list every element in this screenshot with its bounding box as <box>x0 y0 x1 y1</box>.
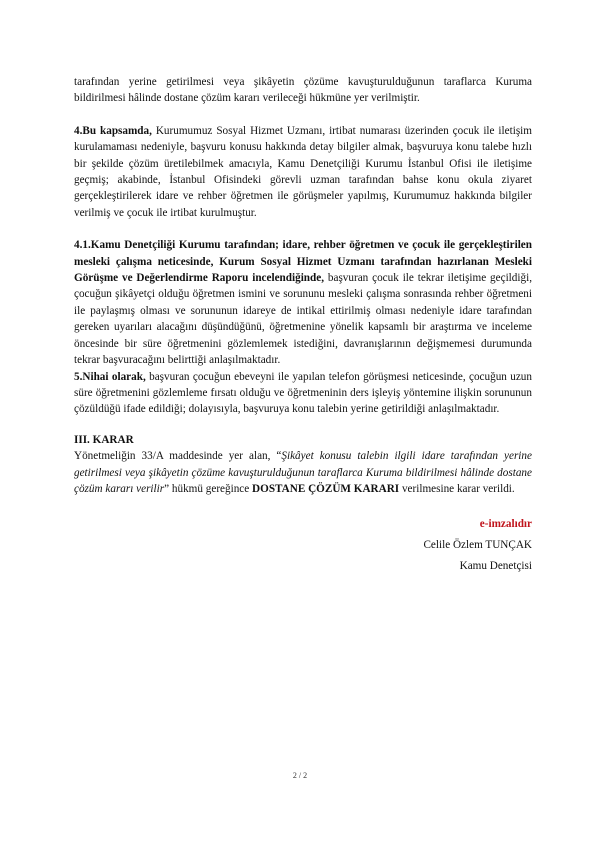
decision-intro: Yönetmeliğin 33/A maddesinde yer alan, “ <box>74 450 282 463</box>
page-number: 2 / 2 <box>292 771 308 780</box>
paragraph-4-lead: 4.Bu kapsamda, <box>74 124 152 137</box>
signer-name: Celile Özlem TUNÇAK <box>423 539 532 552</box>
signature-block <box>74 514 532 577</box>
decision-closing: verilmesine karar verildi. <box>399 482 515 495</box>
paragraph-4 <box>74 123 532 221</box>
paragraph-4-1-text: başvuran çocuk ile tekrar iletişime geçildiği, çocuğun şikâyetçi olduğu öğretmen ismini ve sorununu mesleki çalışma sonrasında rehber öğretmeni ile paylaşmış olması ve sorununun idareye de intikal ettirilmiş olması nedeniyle idare tarafından gereken uyarıları alacağını düşündüğünü, öğretmenine yönelik kapsamlı bir araştırma ve inceleme öncesinde bir süre öğretmenini gözlemlemek istediğini, davranışlarının değişmemesi durumunda tekrar başvuracağını belirttiği anlaşılmaktadır. <box>74 272 532 367</box>
paragraph-5 <box>74 369 532 418</box>
e-signature-label: e-imzalıdır <box>479 518 532 531</box>
decision-paragraph <box>74 448 532 497</box>
paragraph-5-lead: 5.Nihai olarak, <box>74 370 146 383</box>
paragraph-5-text: başvuran çocuğun ebeveyni ile yapılan telefon görüşmesi neticesinde, çocuğun uzun süre öğretmenini gözlemleme fırsatı olduğu ve öğretmeninin ders işleyiş yöntemine ilişkin sorununun çözüldüğü ifade edildiği; dolayısıyla, başvuruya konu talebin yerine getirildiği anlaşılmaktadır. <box>74 370 532 416</box>
paragraph-4-1-lead: 4.1.Kamu Denetçiliği Kurumu tarafından; idare, rehber öğretmen ve çocuk ile gerçekleştirilen mesleki çalışma neticesinde, Kurum Sosyal Hizmet Uzmanı tarafından hazırlanan Mesleki Görüşme ve Değerlendirme Raporu incelendiğinde, <box>74 239 532 285</box>
signer-title: Kamu Denetçisi <box>459 560 532 573</box>
decision-after-quote: ” hükmü gereğince <box>164 482 253 495</box>
paragraph-4-text: Kurumumuz Sosyal Hizmet Uzmanı, irtibat numarası üzerinden çocuk ile iletişim kurulamaması nedeniyle, başvuru konusu hakkında detay bilgiler almak, başvuruya konu talebe hızlı bir şekilde çözüm üretilebilmek amacıyla, Kamu Denetçiliği Kurumu İstanbul Ofisi ile iletişime geçmiş; akabinde, İstanbul Ofisindeki görevli uzman tarafından bahse konu okula ziyaret gerçekleştirilerek idare ve rehber öğretmen ile görüşmeler yapılmış, Kurumumuz hakkında bilgiler verilmiş ve çocuk ile irtibat kurulmuştur. <box>74 124 532 219</box>
decision-title: DOSTANE ÇÖZÜM KARARI <box>252 482 400 495</box>
decision-quote: Şikâyet konusu talebin ilgili idare tarafından yerine getirilmesi veya şikâyetin çözüme kavuşturulduğunun taraflarca Kuruma bildirilmesi hâlinde dostane çözüm kararı verilir <box>74 450 532 495</box>
paragraph-4-1 <box>74 237 532 368</box>
paragraph-continuation: tarafından yerine getirilmesi veya şikâyetin çözüme kavuşturulduğunun taraflarca Kuruma bildirilmesi hâlinde dostane çözüm kararı verileceği hükmüne yer verilmiştir. <box>74 76 532 105</box>
document-body <box>74 74 532 577</box>
section-title-karar: III. KARAR <box>74 433 134 446</box>
